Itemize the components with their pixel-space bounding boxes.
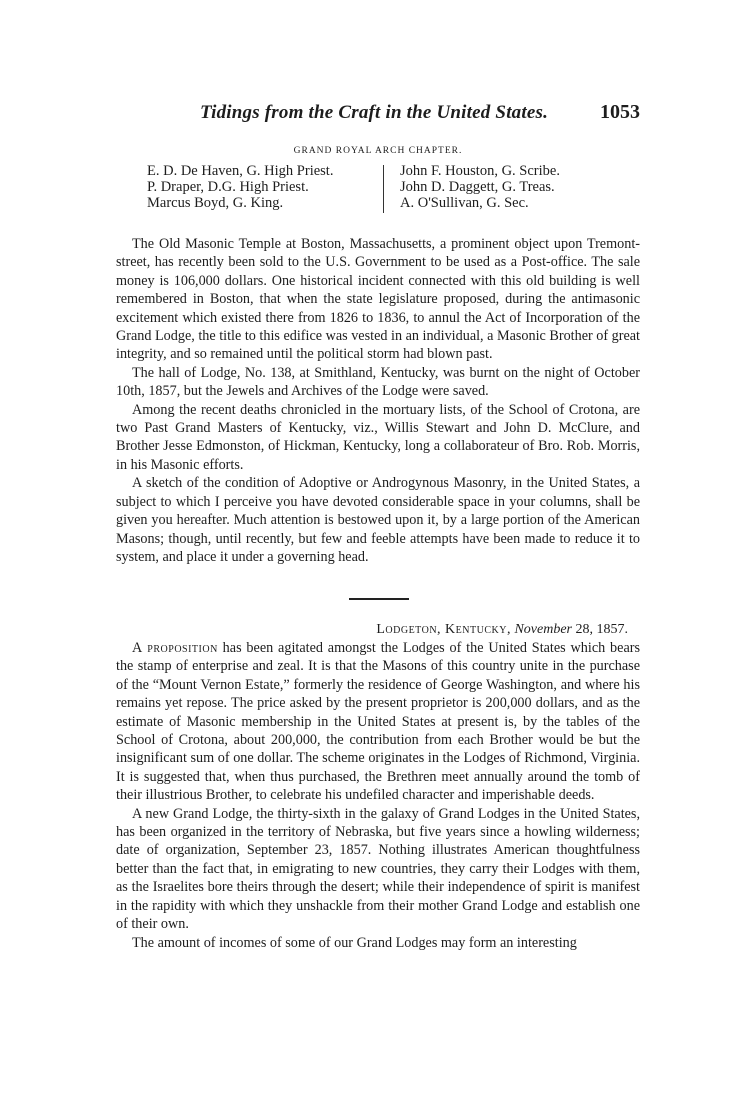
officers-list <box>147 163 627 223</box>
paragraph: The Old Masonic Temple at Boston, Massachusetts, a prominent object upon Tremont-street, has recently been sold to the U.S. Government to be used as a Post-office. The sale money is 106,000 dollars. One historical incident connected with this old building is well remembered in Boston, that when the state legislature proposed, during the antimasonic excitement which existed there from 1826 to 1836, to annul the Act of Incorporation of the Grand Lodge, the title to this edifice was vested in an individual, a Masonic Brother of great integrity, and so remained until the political storm had blown past. <box>116 236 641 363</box>
officer-entry: E. D. De Haven, G. High Priest. <box>147 163 334 179</box>
officer-entry: Marcus Boyd, G. King. <box>147 195 284 211</box>
article-body-top <box>116 235 640 566</box>
paragraph-text: has been agitated amongst the Lodges of the United States which bears the stamp of enterprise and zeal. It is that the Masons of this country unite in the purchase of the “Mount Vernon Estate,” formerly the residence of George Washington, and where his remains yet repose. The price asked by the present proprietor is 200,000 dollars, and as the estimate of Masonic membership in the United States at present is, by the tables of the School of Crotona, about 200,000, the contribution from each Brother would be but the insignificant sum of one dollar. The scheme originates in the Lodges of Richmond, Virginia. It is suggested that, when thus purchased, the Brethren meet annually around the tomb of their illustrious Brother, to celebrate his undefiled character and imperishable deeds. <box>116 640 640 804</box>
paragraph: A sketch of the condition of Adoptive or Androgynous Masonry, in the United States, a subject to which I perceive you have devoted considerable space in your columns, shall be given you hereafter. Much attention is bestowed upon it, by a large portion of the American Masons; though, until recently, but few and feeble attempts have been made to reduce it to system, and place it under a governing head. <box>116 475 640 565</box>
page-number: 1053 <box>600 101 640 123</box>
section-separator-rule <box>349 598 409 600</box>
lead-in: A proposition <box>132 640 218 656</box>
running-head <box>116 97 640 127</box>
paragraph <box>116 639 640 805</box>
dateline-date: 28, 1857. <box>575 622 628 637</box>
dateline <box>376 622 628 638</box>
officers-left-column <box>147 163 333 211</box>
section-heading: GRAND ROYAL ARCH CHAPTER. <box>293 146 463 156</box>
officer-entry: John D. Daggett, G. Treas. <box>400 179 555 195</box>
paragraph: A new Grand Lodge, the thirty-sixth in the galaxy of Grand Lodges in the United States, has been organized in the territory of Nebraska, but five years since a howling wilderness; date of organization, September 23, 1857. Nothing illustrates American thoughtfulness better than the fact that, in emigrating to new countries, they carry their Lodges with them, as the Israelites bore theirs through the desert; while their independence of spirit is manifest in the rapidity with which they unshackle from their mother Grand Lodge and establish one of their own. <box>116 805 640 933</box>
article-body-bottom <box>116 639 640 952</box>
officer-entry: P. Draper, D.G. High Priest. <box>147 179 309 195</box>
column-divider <box>383 165 384 213</box>
officer-entry: A. O'Sullivan, G. Sec. <box>400 195 529 211</box>
paragraph: Among the recent deaths chronicled in the mortuary lists, of the School of Crotona, are two Past Grand Masters of Kentucky, viz., Willis Stewart and John D. McClure, and Brother Jesse Edmonston, of Hickman, Kentucky, long a collaborateur of Bro. Rob. Morris, in his Masonic efforts. <box>116 401 640 473</box>
dateline-place: Lodgeton, Kentucky, <box>376 622 511 637</box>
officer-entry: John F. Houston, G. Scribe. <box>400 163 560 179</box>
officers-right-column <box>400 163 560 211</box>
dateline-month: November <box>514 622 572 637</box>
running-title: Tidings from the Craft in the United States. <box>200 102 549 123</box>
paragraph: The hall of Lodge, No. 138, at Smithland, Kentucky, was burnt on the night of October 10th, 1857, but the Jewels and Archives of the Lodge were saved. <box>116 364 640 400</box>
paragraph: The amount of incomes of some of our Grand Lodges may form an interesting <box>132 934 577 951</box>
